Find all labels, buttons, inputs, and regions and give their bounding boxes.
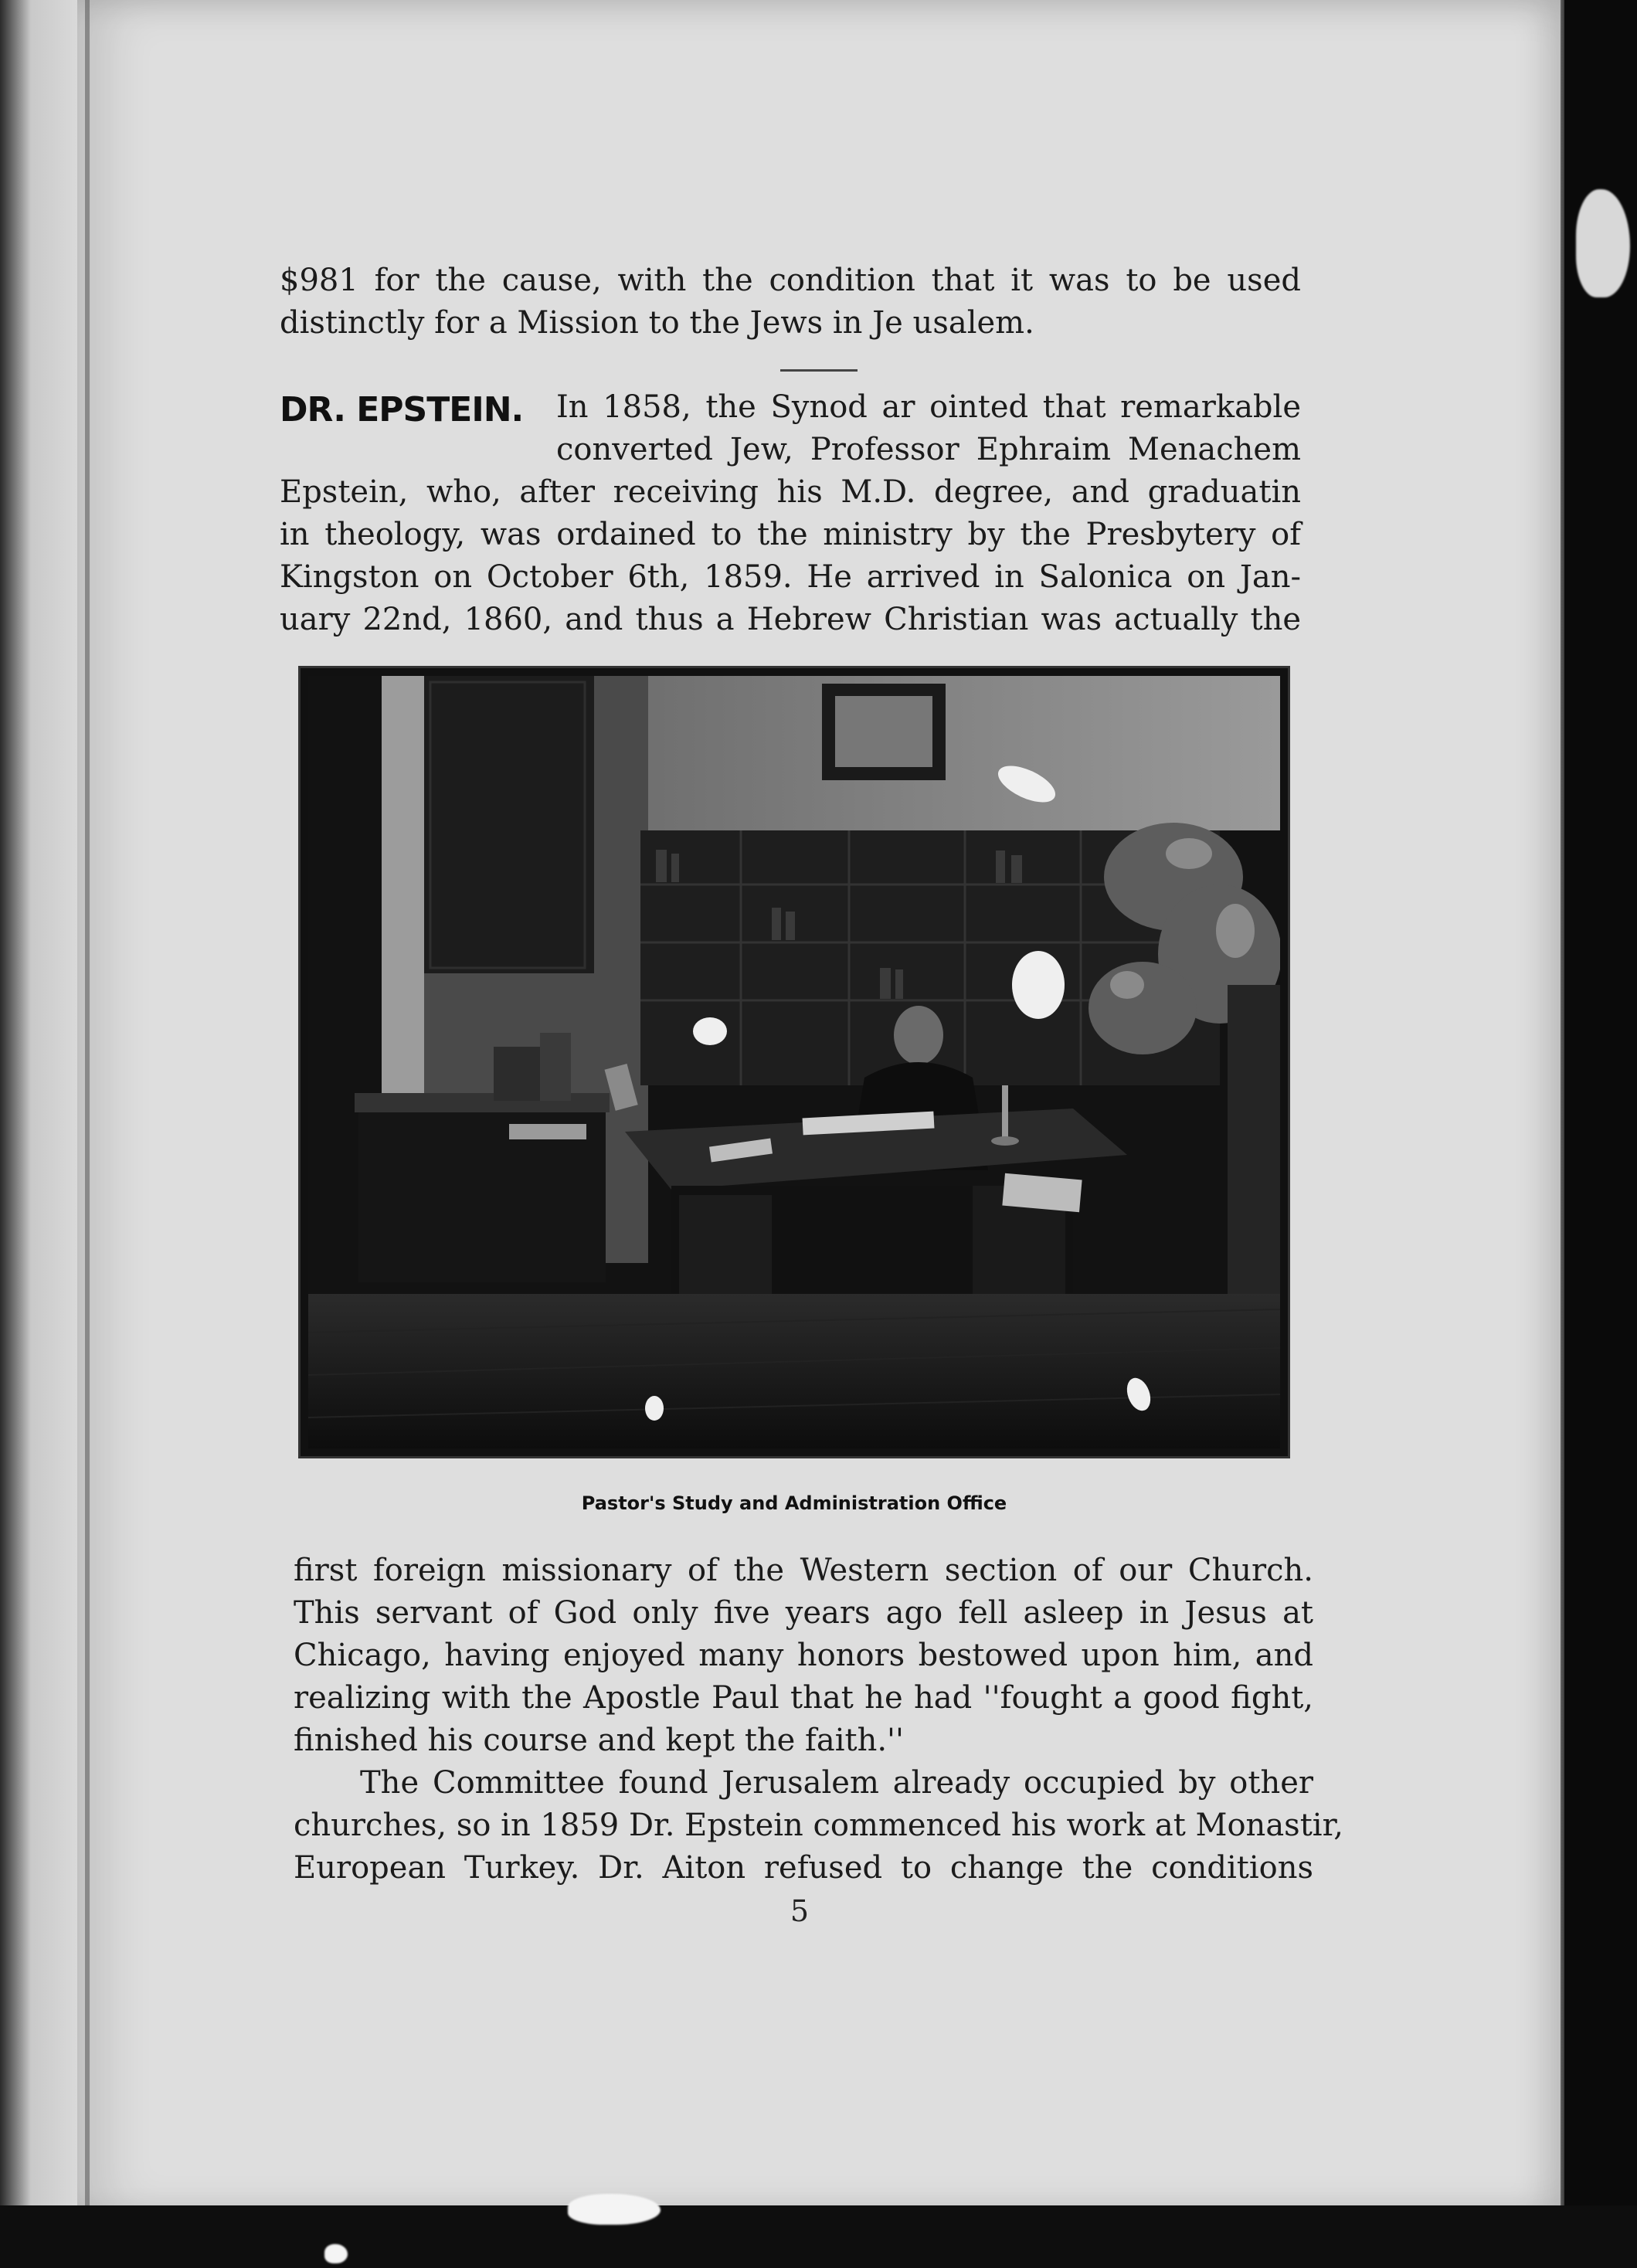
text-line: In 1858, the Synod ar ointed that remarkable — [556, 389, 1301, 425]
photograph — [298, 666, 1290, 1458]
text-line: Kingston on October 6th, 1859. He arrived in Salonica on Jan- — [280, 559, 1301, 595]
photograph-image — [308, 676, 1280, 1448]
text-line: $981 for the cause, with the condition that it was to be used — [280, 263, 1301, 298]
scan-blemish — [1576, 189, 1630, 297]
section-separator — [780, 369, 858, 372]
scan-blemish — [324, 2244, 348, 2263]
text-line: uary 22nd, 1860, and thus a Hebrew Christian was actually the — [280, 602, 1301, 637]
text-line: The Committee found Jerusalem already occupied by other — [360, 1765, 1313, 1801]
scan-margin-right — [1564, 0, 1637, 2268]
study-room-illustration — [308, 676, 1280, 1448]
text-line: first foreign missionary of the Western section of our Church. — [294, 1553, 1313, 1588]
text-line: Epstein, who, after receiving his M.D. degree, and graduatin — [280, 474, 1301, 510]
photo-caption: Pastor's Study and Administration Office — [581, 1492, 1007, 1514]
paragraph-intro — [280, 260, 1301, 345]
text-line: churches, so in 1859 Dr. Epstein commenced his work at Monastir, — [294, 1808, 1344, 1843]
binding-edge — [85, 0, 90, 2217]
page-number: 5 — [790, 1894, 810, 1928]
text-line: finished his course and kept the faith.'' — [294, 1723, 905, 1758]
scan-blemish — [568, 2194, 661, 2225]
paragraph-epstein-indented — [556, 386, 1301, 471]
scan-margin-bottom — [0, 2205, 1637, 2268]
text-line: European Turkey. Dr. Aiton refused to change the conditions — [294, 1850, 1313, 1886]
paragraph-missionary — [294, 1550, 1313, 1762]
text-line: in theology, was ordained to the ministry by the Presbytery of — [280, 517, 1301, 552]
text-line: realizing with the Apostle Paul that he had ''fought a good fight, — [294, 1680, 1313, 1716]
text-line: This servant of God only five years ago fell asleep in Jesus at — [294, 1595, 1313, 1631]
text-line: converted Jew, Professor Ephraim Menachem — [556, 432, 1301, 467]
section-heading: DR. EPSTEIN. — [280, 390, 524, 429]
paragraph-epstein — [280, 471, 1301, 641]
text-line: Chicago, having enjoyed many honors bestowed upon him, and — [294, 1638, 1313, 1673]
text-line: distinctly for a Mission to the Jews in Je usalem. — [280, 305, 1034, 341]
paragraph-committee — [294, 1762, 1344, 1889]
